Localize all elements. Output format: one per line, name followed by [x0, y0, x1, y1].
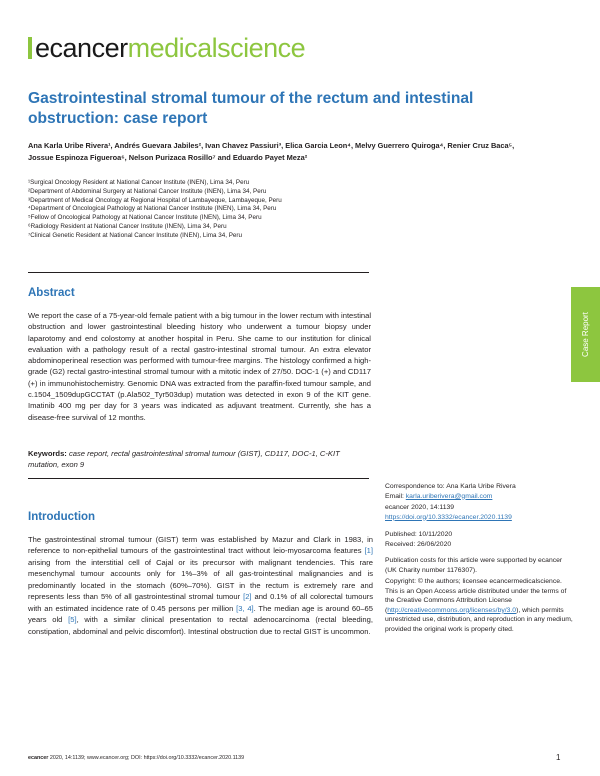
citation-block — [385, 503, 575, 522]
intro-text: arising from the interstitial cell of Cajal or its precursor with malignant tendencies. This rare mesenchymal tumour accounts only for 1%–3% of all gas-trointestinal malignancies and is predominantly located in the stomach (60%–70%). GIST in the rectum is extremely rare and represents less than 5% of all gastrointestinal stromal tumour — [28, 557, 373, 602]
section-tab — [571, 287, 600, 382]
keywords-label: Keywords: — [28, 449, 67, 458]
reference-link[interactable]: [1] — [364, 546, 373, 556]
section-tab-label: Case Report — [581, 312, 591, 357]
keywords-text: case report, rectal gastrointestinal stromal tumour (GIST), CD117, DOC-1, C-KIT mutation, exon 9 — [28, 449, 340, 470]
article-title: Gastrointestinal stromal tumour of the rectum and intestinal obstruction: case report — [28, 90, 474, 127]
logo-bar-icon — [28, 37, 32, 59]
logo-word-medicalscience: medicalscience — [127, 33, 306, 63]
doi-link[interactable]: https://doi.org/10.3332/ecancer.2020.1139 — [385, 513, 512, 521]
intro-text: The gastrointestinal stromal tumour (GIST) term was established by Mazur and Clark in 1983, in reference to non-epithelial tumours of the gastrointestinal tract without leio-myosarcoma features — [28, 535, 373, 556]
intro-text: . The median age is around 60–65 years old — [28, 603, 374, 625]
email-link[interactable]: karla.uriberivera@gmail.com — [405, 492, 493, 500]
received-date: Received: 26/06/2020 — [385, 540, 452, 548]
reference-link[interactable]: [2] — [243, 592, 252, 602]
page-footer — [28, 755, 244, 761]
footer-text: 2020, 14:1139; www.ecancer.org; DOI: https://doi.org/10.3332/ecancer.2020.1139 — [48, 755, 245, 761]
reference-link[interactable]: [3, 4] — [236, 603, 254, 613]
divider — [28, 478, 369, 479]
author-line-2: Jossue Espinoza Figueroa⁶, Nelson Purizaca Rosillo⁷ and Eduardo Payet Meza² — [28, 152, 308, 162]
dates-block — [385, 530, 575, 549]
abstract-heading: Abstract — [28, 287, 75, 299]
journal-logo — [28, 33, 306, 63]
affiliation-item: ³Department of Medical Oncology at Regional Hospital of Lambayeque, Lambayeque, Peru — [28, 196, 282, 204]
abstract-body: We report the case of a 75-year-old female patient with a big tumour in the lower rectum with intestinal obstruction and lower gastrointestinal bleeding history who underwent a tumour biopsy under laparotomy and end colostomy at another hospital in Peru. She came to our institution for clinical evaluation with a pathology result of a rectal gastro-intestinal stromal tumour. An extra elevator abdominoperineal resection was performed with tumour-free margins. The histology confirmed a high-grade (G2) rectal gastro-intestinal stromal tumour with a mitotic index of 27/50. DOC-1 (+) and CD117 (+) in immunohistochemistry. Genomic DNA was extracted from the paraffin-fixed tumour sample, and c.1504_1509dupGCCTAT (p.Ala502_Tyr503dup) mutation was detected in exon 9 of the KIT gene. Imatinib 400 mg per day for 3 years was indicated as adjuvant treatment. Currently, she has a disease-free survival of 12 months. — [28, 311, 372, 422]
affiliation-item: ⁵Fellow of Oncological Pathology at National Cancer Institute (INEN), Lima 34, Peru — [28, 214, 262, 222]
page-number: 1 — [556, 753, 561, 762]
citation-text: ecancer 2020, 14:1139 — [385, 504, 455, 511]
introduction-body — [28, 534, 373, 637]
intro-text: and 0.1% of all colorectal tumours with an estimated incidence rate of 0.45 persons per million — [28, 592, 373, 613]
copyright-text-end: ), which permits unrestricted use, distribution, and reproduction in any medium, provided the original work is properly cited. — [385, 606, 573, 633]
logo-prefix: e — [35, 33, 50, 63]
affiliation-item: ⁷Clinical Genetic Resident at National Cancer Institute (INEN), Lima 34, Peru — [28, 231, 243, 239]
copyright-text: Copyright: © the authors; licensee ecancermedicalscience. This is an Open Access article distributed under the terms of the Creative Commons Attribution License ( — [385, 578, 567, 614]
correspondence-email-row — [385, 492, 575, 502]
reference-link[interactable]: [5] — [68, 615, 77, 625]
logo-word-cancer: cancer — [49, 33, 128, 63]
affiliation-item: ¹Surgical Oncology Resident at National Cancer Institute (INEN), Lima 34, Peru — [28, 179, 250, 186]
license-link[interactable]: http://creativecommons.org/licenses/by/3.0 — [387, 606, 517, 614]
affiliation-list — [28, 179, 408, 241]
email-label: Email: — [385, 492, 404, 500]
keywords — [28, 448, 371, 471]
correspondence-name: Correspondence to: Ana Karla Uribe Rivera — [385, 483, 516, 490]
publication-costs: Publication costs for this article were supported by ecancer (UK Charity number 1176307). — [385, 557, 563, 574]
affiliation-item: ⁶Radiology Resident at National Cancer Institute (INEN), Lima 34, Peru — [28, 222, 227, 230]
intro-text: , with a similar clinical presentation to rectal adenocarcinoma (rectal bleeding, constipation, abdominal and pelvic discomfort). Intestinal obstruction due to rectal GIST is uncommon. — [28, 615, 373, 636]
introduction-heading: Introduction — [28, 511, 96, 523]
affiliation-item: ⁴Department of Oncological Pathology at National Cancer Institute (INEN), Lima 34, Peru — [28, 205, 277, 213]
author-line-1: Ana Karla Uribe Rivera¹, Andrés Guevara Jabiles², Ivan Chavez Passiuri³, Elica Garcia Leon⁴, Melvy Guerrero Quiroga⁴, Renier Cruz Baca⁵, — [28, 141, 515, 150]
divider — [28, 272, 369, 273]
copyright-block — [385, 577, 575, 635]
author-list — [28, 140, 573, 163]
affiliation-item: ²Department of Abdominal Surgery at National Cancer Institute (INEN), Lima 34, Peru — [28, 187, 267, 195]
footer-journal: ecancer — [28, 755, 49, 761]
published-date: Published: 10/11/2020 — [385, 531, 453, 538]
correspondence-block — [385, 482, 575, 501]
